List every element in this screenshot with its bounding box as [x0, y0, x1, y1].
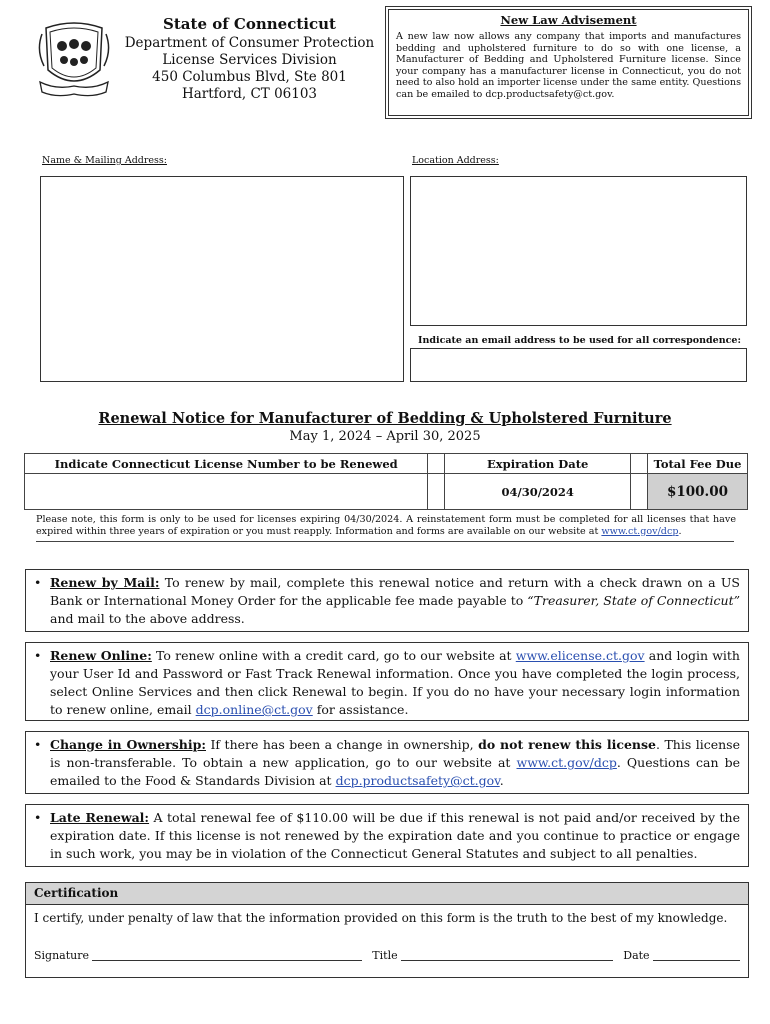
agency-block [122, 16, 377, 103]
agency-street: 450 Columbus Blvd, Ste 801 [152, 69, 347, 85]
certification-text: I certify, under penalty of law that the information provided on this form is the truth to the best of my knowledge. [34, 911, 728, 925]
date-label: Date [623, 949, 650, 962]
signature-label: Signature [34, 949, 90, 962]
date-field[interactable] [653, 949, 740, 961]
title-label: Title [372, 949, 398, 962]
renew-by-mail-section [25, 569, 749, 632]
license-number-field[interactable] [25, 474, 428, 510]
spacer-cell [428, 474, 445, 510]
online-text2: and login with your User Id and Password or Fast Track Renewal information. Once you have completed the login process, select Online Services and then click Renewal to begin. If you do no have your necessary login information to renew online, email [50, 648, 740, 717]
agency-department: Department of Consumer Protection [124, 35, 375, 51]
bullet-icon: • [34, 575, 42, 590]
note-text: Please note, this form is only to be used for licenses expiring 04/30/2024. A reinstatement form must be completed for all licenses that have expired within three years of expiration or you must reapply. Information and forms are available on our website at [36, 514, 736, 537]
mailing-address-field[interactable] [40, 176, 404, 382]
license-table [24, 453, 748, 510]
notice-period: May 1, 2024 – April 30, 2025 [289, 429, 481, 444]
online-text3: for assistance. [312, 702, 409, 717]
title-field[interactable] [401, 949, 614, 961]
email-label: Indicate an email address to be used for all correspondence: [418, 335, 741, 346]
state-seal-logo [36, 20, 112, 100]
new-law-advisement [388, 9, 749, 116]
change-in-ownership-section [25, 731, 749, 794]
notice-title: Renewal Notice for Manufacturer of Bedding & Upholstered Furniture [98, 410, 672, 427]
mail-payee: “Treasurer, State of Connecticut” [527, 593, 740, 608]
renewal-note [36, 514, 736, 538]
expiration-date-value: 04/30/2024 [445, 474, 631, 510]
productsafety-email-link[interactable]: dcp.productsafety@ct.gov [335, 773, 500, 788]
late-renewal-section [25, 804, 749, 867]
ownership-text4: . [499, 773, 504, 788]
note-website-link[interactable]: www.ct.gov/dcp [601, 525, 679, 537]
mail-text2: and mail to the above address. [50, 611, 245, 626]
late-lead: Late Renewal: [50, 810, 150, 825]
ownership-text2: . This license is non-transferable. To obtain a new application, go to our website at [50, 737, 740, 770]
mail-text1: To renew by mail, complete this renewal notice and return with a check drawn on a US Bank or International Money Order for the applicable fee made payable to [50, 575, 740, 608]
mail-lead: Renew by Mail: [50, 575, 160, 590]
spacer-cell [631, 454, 648, 474]
agency-state: State of Connecticut [163, 15, 336, 33]
certification-section [25, 882, 749, 978]
renew-online-section [25, 642, 749, 721]
online-lead: Renew Online: [50, 648, 152, 663]
total-fee-header: Total Fee Due [648, 454, 748, 474]
certification-heading: Certification [26, 883, 748, 905]
spacer-cell [428, 454, 445, 474]
late-text: A total renewal fee of $110.00 will be due if this renewal is not paid and/or received by the expiration date. If this license is not renewed by the expiration date and you continue to practice or engage in such work, you may be in violation of the Connecticut General Statutes and subject to all penalties. [50, 810, 740, 861]
elicense-link[interactable]: www.elicense.ct.gov [515, 648, 645, 663]
location-address-label: Location Address: [412, 155, 499, 166]
expiration-date-header: Expiration Date [445, 454, 631, 474]
signature-row [34, 949, 740, 962]
bullet-icon: • [34, 810, 42, 825]
advisement-heading: New Law Advisement [500, 13, 637, 27]
dcp-online-email-link[interactable]: dcp.online@ct.gov [195, 702, 313, 717]
note-end: . [678, 525, 682, 537]
location-address-field[interactable] [410, 176, 747, 326]
mailing-address-label: Name & Mailing Address: [42, 155, 167, 166]
online-text1: To renew online with a credit card, go to our website at [151, 648, 516, 663]
ct-gov-dcp-link[interactable]: www.ct.gov/dcp [516, 755, 617, 770]
advisement-body: A new law now allows any company that imports and manufactures bedding and upholstered furniture to do so with one license, a Manufacturer of Bedding and Upholstered Furniture license. Since your company has a manufacturer license in Connecticut, you do not need to also hold an importer license under the same entity. Questions can be emailed to dcp.productsafety@ct.gov. [396, 31, 741, 100]
bullet-icon: • [34, 737, 42, 752]
email-field[interactable] [410, 348, 747, 382]
ownership-lead: Change in Ownership: [50, 737, 206, 752]
divider [36, 541, 734, 542]
license-number-header: Indicate Connecticut License Number to be Renewed [25, 454, 428, 474]
ownership-text3: . Questions can be emailed to the Food & Standards Division at [50, 755, 740, 788]
bullet-icon: • [34, 648, 42, 663]
spacer-cell [631, 474, 648, 510]
agency-city: Hartford, CT 06103 [181, 86, 318, 102]
total-fee-value: $100.00 [648, 474, 748, 510]
ownership-text1: If there has been a change in ownership, [206, 737, 479, 752]
signature-field[interactable] [92, 949, 362, 961]
ownership-bold: do not renew this license [478, 737, 656, 752]
agency-division: License Services Division [162, 52, 337, 68]
